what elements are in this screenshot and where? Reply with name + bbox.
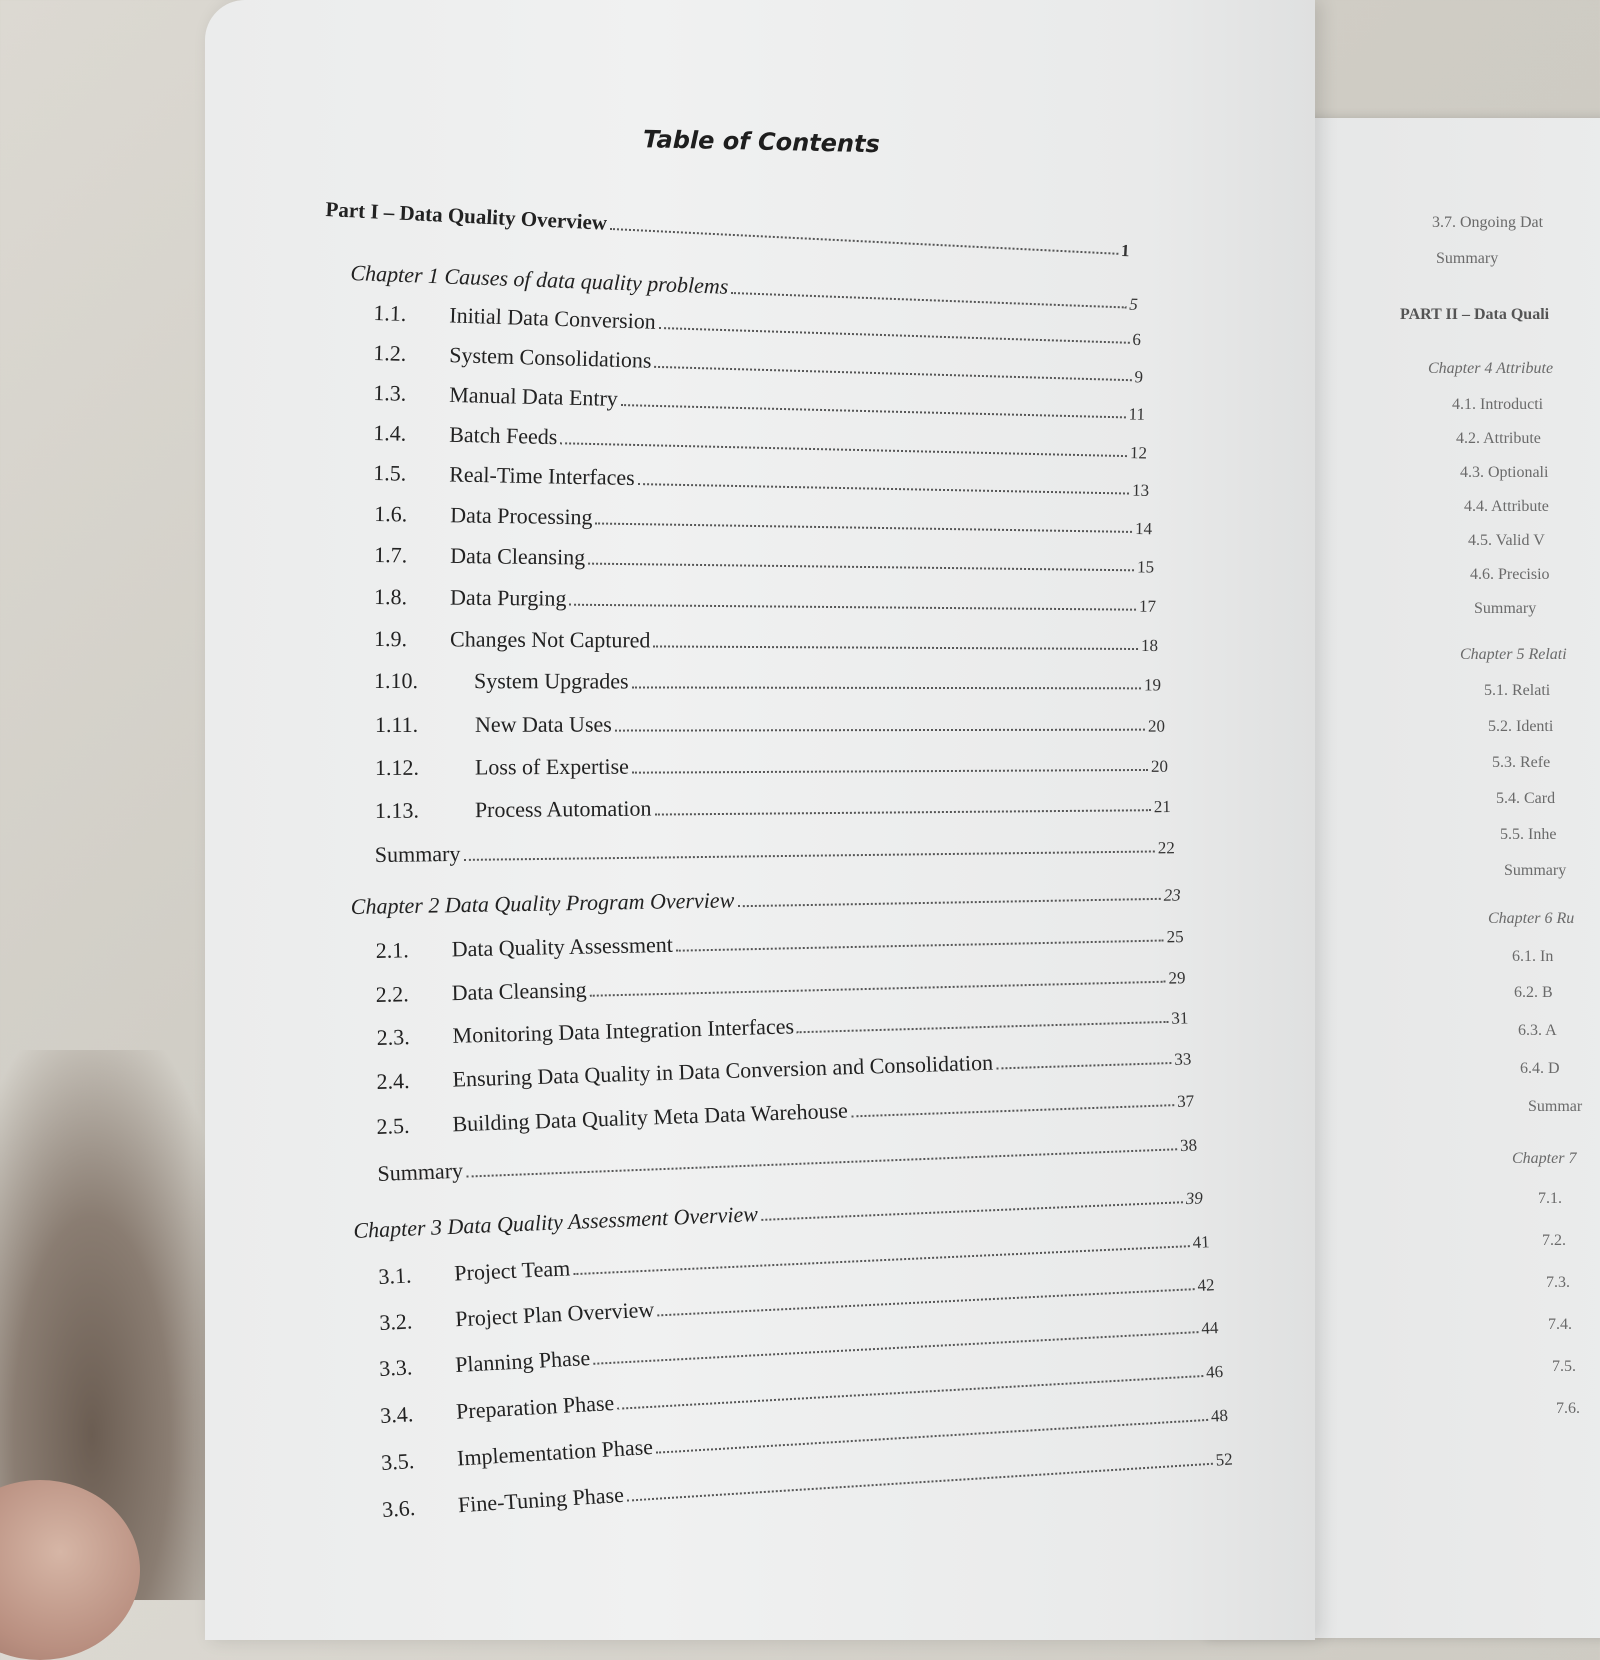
section-page: 29 [1168,968,1186,988]
section-label: Data Cleansing [450,542,586,570]
section-number: 2.5. [376,1112,410,1140]
section-page: 14 [1134,518,1153,539]
section-page: 6 [1132,329,1142,350]
right-page-line: 6.4. D [1520,1060,1560,1077]
section-page: 12 [1129,443,1148,463]
section-number: 3.3. [378,1354,413,1382]
toc-section-entry [375,705,1165,738]
right-page-line: Summar [1528,1098,1583,1115]
section-label: Loss of Expertise [474,753,629,780]
section-number: 2.4. [376,1067,410,1095]
section-label: Preparation Phase [455,1389,615,1424]
section-page: 17 [1138,596,1157,616]
toc-title: Table of Contents [642,125,881,159]
right-page-line: 4.3. Optionali [1460,464,1549,481]
right-page-line: 4.6. Precisio [1470,566,1550,583]
right-page-line: 6.3. A [1518,1022,1557,1039]
right-page-line: 5.2. Identi [1488,718,1554,735]
section-number: 2.3. [376,1024,410,1051]
right-page-line: Chapter 4 Attribute [1428,360,1554,377]
leader-dots [655,809,1151,815]
section-page: 21 [1153,797,1171,817]
chapter-page: 39 [1185,1188,1204,1209]
section-number: 3.2. [378,1308,413,1336]
right-page-line: 5.3. Refe [1492,754,1551,771]
leader-dots [615,729,1145,732]
section-number: 1.6. [374,501,408,527]
section-label: System Consolidations [448,342,652,373]
section-label: Ensuring Data Quality in Data Conversion and Consolidation [452,1049,994,1092]
section-label: Changes Not Captured [450,626,651,653]
right-page-line: 6.1. In [1512,948,1554,965]
chapter-page: 5 [1129,294,1139,314]
section-number: 1.8. [374,584,408,610]
chapter-label: Chapter 3 Data Quality Assessment Overview [352,1201,759,1244]
section-label: Real-Time Interfaces [449,461,635,491]
section-page: 37 [1176,1091,1195,1112]
right-page-line: 5.1. Relati [1484,682,1551,699]
section-label: Project Team [453,1255,571,1286]
section-number: 3.1. [377,1262,412,1290]
section-number: 3.4. [379,1401,414,1429]
right-page-line: 3.7. Ongoing Dat [1432,214,1544,231]
section-label: Manual Data Entry [449,381,619,411]
section-label: Initial Data Conversion [448,302,657,334]
section-label: Building Data Quality Meta Data Warehouse [452,1097,849,1137]
section-label: Data Quality Assessment [451,931,674,962]
leader-dots [595,522,1132,532]
part-page: 1 [1120,240,1131,261]
section-page: 46 [1205,1361,1224,1382]
right-page-line: Chapter 6 Ru [1488,910,1575,927]
leader-dots [996,1062,1171,1070]
section-label: Data Processing [450,502,593,530]
section-number: 1.3. [373,380,407,406]
section-page: 42 [1197,1275,1215,1295]
section-label: Summary [374,840,461,868]
part-label: Part I – Data Quality Overview [325,197,608,235]
section-number: 2.2. [375,981,409,1008]
section-page: 22 [1157,838,1175,858]
section-page: 15 [1136,557,1155,577]
section-number: 1.11. [374,711,419,737]
section-page: 13 [1131,480,1150,500]
section-page: 19 [1144,675,1162,695]
right-page-line: 7.4. [1548,1316,1572,1333]
section-page: 52 [1215,1449,1234,1470]
section-number: 1.4. [373,420,407,446]
right-page-line: Chapter 5 Relati [1460,646,1567,663]
section-label: Data Cleansing [451,976,587,1006]
section-label: System Upgrades [474,668,629,694]
leader-dots [653,645,1138,650]
right-page-line: 4.5. Valid V [1468,532,1545,549]
right-page-line: 7.3. [1546,1274,1570,1291]
right-page-line: Summary [1436,250,1499,267]
right-page-line: 7.6. [1556,1400,1580,1417]
section-page: 31 [1171,1008,1189,1028]
section-page: 48 [1210,1405,1229,1426]
section-label: Summary [377,1157,464,1187]
section-number: 3.5. [380,1448,415,1476]
leader-dots [588,563,1134,572]
right-page-line: 7.5. [1552,1358,1576,1375]
section-label: Process Automation [474,795,652,823]
section-number: 1.5. [373,460,407,486]
right-page-line: 6.2. B [1514,984,1553,1001]
section-label: Implementation Phase [456,1433,654,1471]
section-page: 41 [1192,1232,1211,1253]
section-label: Fine-Tuning Phase [457,1481,625,1518]
section-page: 11 [1128,404,1146,424]
section-number: 1.7. [374,542,408,568]
right-page-line: Summary [1474,600,1537,617]
section-label: Planning Phase [454,1344,591,1378]
section-number: 1.13. [374,797,419,824]
section-page: 20 [1150,756,1168,776]
right-page-line: 7.1. [1538,1190,1562,1207]
right-page-line: 4.2. Attribute [1456,430,1541,447]
chapter-label: Chapter 1 Causes of data quality problems [350,260,729,299]
right-page-line: 7.2. [1542,1232,1566,1249]
leader-dots [737,898,1160,907]
toc-section-entry [374,578,1156,617]
section-number: 1.1. [373,300,407,327]
section-label: Project Plan Overview [454,1296,655,1332]
section-page: 20 [1147,716,1165,736]
leader-dots [632,686,1141,689]
right-page-line: PART II – Data Quali [1400,306,1550,323]
right-page-line: 5.4. Card [1496,790,1556,807]
section-label: Batch Feeds [449,421,558,450]
right-page-line: Summary [1504,862,1567,879]
toc-section-entry [374,662,1161,695]
section-page: 38 [1179,1135,1198,1156]
section-number: 2.1. [375,937,409,964]
section-number: 1.9. [374,626,408,652]
chapter-label: Chapter 2 Data Quality Program Overview [350,887,735,920]
section-number: 1.10. [374,668,419,694]
right-page-line: Chapter 7 [1512,1150,1577,1167]
section-number: 1.12. [374,754,419,780]
section-page: 9 [1134,367,1144,387]
leader-dots [463,850,1154,860]
section-label: Data Purging [450,584,567,611]
section-number: 1.2. [373,340,407,366]
section-page: 44 [1200,1318,1219,1338]
section-label: Monitoring Data Integration Interfaces [452,1013,795,1048]
leader-dots [632,769,1148,774]
right-page-line: 4.1. Introducti [1452,396,1544,413]
right-page-line: 5.5. Inhe [1500,826,1557,843]
toc-section-entry [375,745,1168,781]
section-page: 33 [1173,1049,1192,1069]
section-label: New Data Uses [474,711,612,737]
section-page: 18 [1140,636,1159,656]
right-page-line: 4.4. Attribute [1464,498,1549,515]
leader-dots [569,604,1136,611]
toc-section-entry [374,620,1158,656]
chapter-page: 23 [1163,885,1181,905]
section-number: 3.6. [381,1494,416,1523]
section-page: 25 [1166,927,1184,947]
